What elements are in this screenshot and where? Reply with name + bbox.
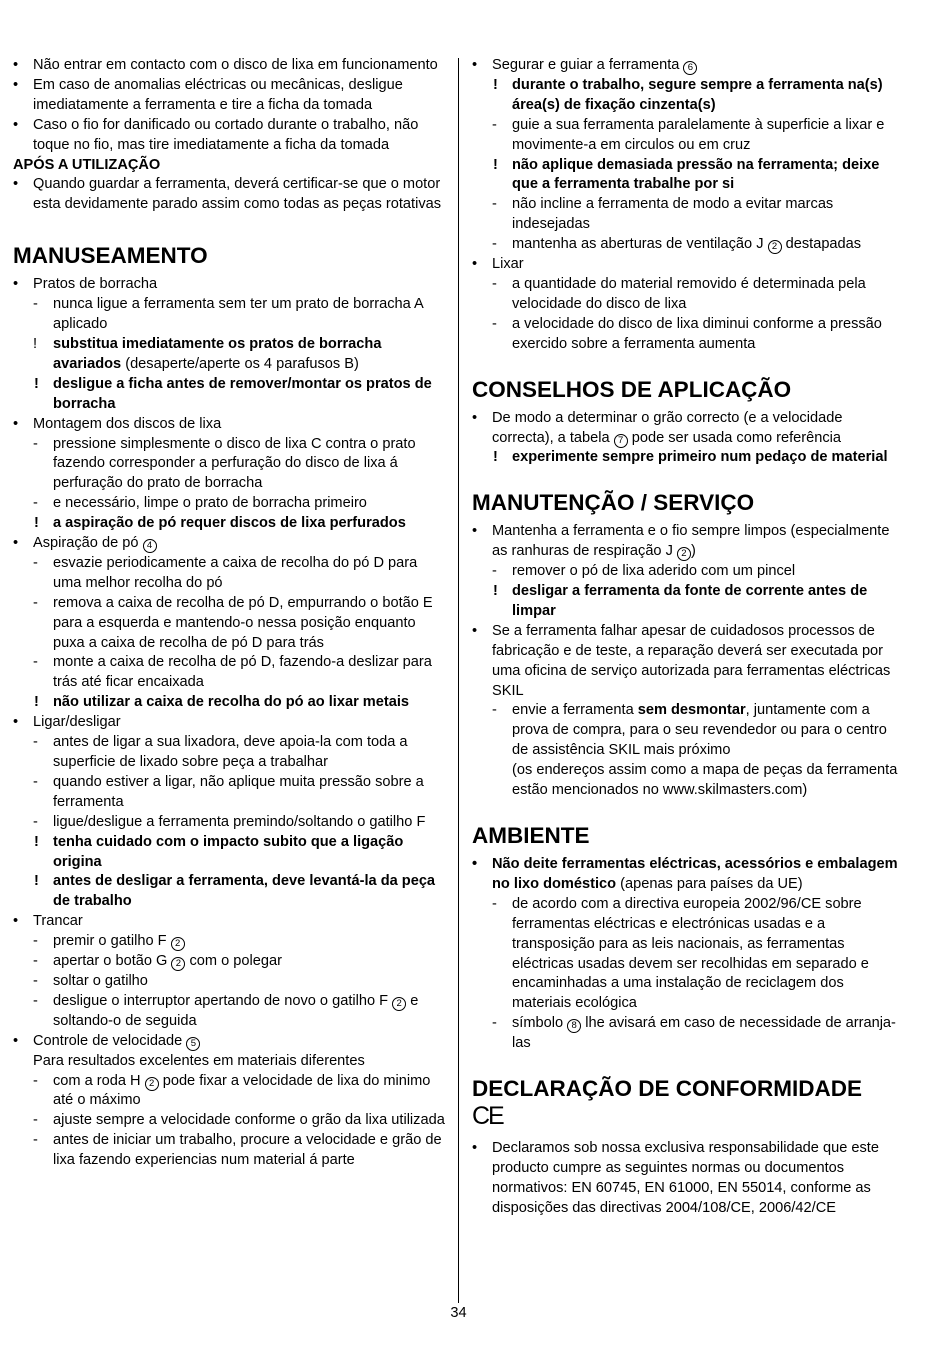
sub-item: - e necessário, limpe o prato de borracha primeiro [33, 495, 367, 512]
section-title-declaracao: DECLARAÇÃO DE CONFORMIDADE [472, 1076, 862, 1102]
list-item: • Não deite ferramentas eléctricas, acessórios e embalagem no lixo doméstico (apenas para países da UE) [472, 856, 898, 892]
ce-mark-icon: CE [472, 1102, 503, 1131]
sub-item: - desligue o interruptor apertando de novo o gatilho F 2 e soltando-o de seguida [33, 992, 419, 1029]
warning-item: ! não aplique demasiada pressão na ferramenta; deixe que a ferramenta trabalhe por si [493, 156, 880, 193]
list-item: • Controle de velocidade 5 [13, 1032, 447, 1052]
list-item: • Montagem dos discos de lixa [13, 415, 222, 432]
sub-item: - a quantidade do material removido é determinada pela velocidade do disco de lixa [492, 275, 866, 312]
sub-item: - remova a caixa de recolha de pó D, empurrando o botão E para a esquerda e mantendo-o nessa posição enquanto puxa a caixa de recolha de pó D para trás [33, 594, 433, 651]
figure-ref: 6 [683, 61, 697, 75]
figure-ref: 4 [143, 539, 157, 553]
list-item: • Trancar [13, 913, 83, 930]
section-title-ambiente: AMBIENTE [472, 823, 590, 848]
sub-item: - ligue/desligue a ferramenta premindo/soltando o gatilho F [33, 813, 426, 830]
figure-ref: 2 [677, 547, 691, 561]
figure-ref: 8 [567, 1019, 581, 1033]
warning-item: ! desligue a ficha antes de remover/montar os pratos de borracha [34, 375, 432, 412]
warning-item: ! desligar a ferramenta da fonte de corrente antes de limpar [493, 583, 868, 619]
column-divider [458, 58, 459, 1303]
warning-item: ! antes de desligar a ferramenta, deve levantá-la da peça de trabalho [34, 873, 436, 910]
list-item: • Em caso de anomalias eléctricas ou mecânicas, desligue imediatamente a ferramenta e tire a ficha da tomada [13, 76, 403, 113]
sub-item: - a velocidade do disco de lixa diminui conforme a pressão exercido sobre a ferramenta aumenta [492, 315, 882, 352]
section-title-manutencao: MANUTENÇÃO / SERVIÇO [472, 490, 755, 516]
left-column [13, 56, 447, 1171]
figure-ref: 2 [768, 240, 782, 254]
sub-item: - ajuste sempre a velocidade conforme o grão da lixa utilizada [33, 1112, 445, 1129]
right-column [472, 56, 906, 1219]
sub-item: - monte a caixa de recolha de pó D, fazendo-a deslizar para trás até ficar encaixada [33, 654, 432, 691]
list-item: • Mantenha a ferramenta e o fio sempre limpos (especialmente as ranhuras de respiração J 2 ) [472, 523, 890, 560]
warning-item: ! experimente sempre primeiro num pedaço de material [493, 449, 888, 466]
sub-item: - nunca ligue a ferramenta sem ter um prato de borracha A aplicado [33, 296, 423, 333]
warning-item: ! tenha cuidado com o impacto subito que a ligação origina [34, 833, 404, 870]
sub-item: - quando estiver a ligar, não aplique muita pressão sobre a ferramenta [33, 773, 424, 810]
sub-item: - soltar o gatilho [33, 972, 148, 989]
sub-item: - guie a sua ferramenta paralelamente à superficie a lixar e movimente-a em circulos ou em cruz [492, 116, 885, 153]
warning-item: ! não utilizar a caixa de recolha do pó ao lixar metais [34, 694, 410, 711]
figure-ref: 2 [171, 937, 185, 951]
warning-item: ! substitua imediatamente os pratos de borracha avariados (desaperte/aperte os 4 parafusos B) [33, 335, 382, 372]
list-item: • Segurar e guiar a ferramenta 6 [472, 56, 906, 76]
list-item: • Não entrar em contacto com o disco de lixa em funcionamento [13, 57, 438, 73]
list-item: • Pratos de borracha [13, 276, 158, 293]
subheading-apos: APÓS A UTILIZAÇÃO [13, 156, 161, 173]
sub-item: - símbolo 8 lhe avisará em caso de necessidade de arranja-las [492, 1015, 896, 1052]
sub-item: - premir o gatilho F 2 [13, 932, 447, 952]
sub-item: - de acordo com a directiva europeia 2002/96/CE sobre ferramentas eléctricas e electrónicas usadas e a transposição para as leis nacionais, as ferramentas eléctricas usadas devem ser recolhidas em separado e encaminhadas a uma instalação de reciclagem dos materiais ecológica [492, 895, 869, 1012]
warning-item: ! a aspiração de pó requer discos de lixa perfurados [34, 515, 406, 532]
sub-item: - não incline a ferramenta de modo a evitar marcas indesejadas [492, 196, 834, 233]
figure-ref: 2 [145, 1077, 159, 1091]
figure-ref: 5 [186, 1037, 200, 1051]
sub-item: - com a roda H 2 pode fixar a velocidade de lixa do minimo até o máximo [33, 1072, 431, 1109]
sub-item: - remover o pó de lixa aderido com um pincel [492, 563, 796, 580]
sub-item: - esvazie periodicamente a caixa de recolha do pó D para uma melhor recolha do pó [33, 554, 418, 591]
page-number: 34 [450, 1305, 467, 1321]
paragraph: Para resultados excelentes em materiais diferentes [33, 1052, 365, 1069]
list-item: • Quando guardar a ferramenta, deverá certificar-se que o motor esta devidamente parado assim como todas as peças rotativas [13, 176, 442, 213]
section-title-conselhos: CONSELHOS DE APLICAÇÃO [472, 376, 792, 402]
figure-ref: 2 [171, 957, 185, 971]
figure-ref: 2 [392, 997, 406, 1011]
list-item: • Aspiração de pó 4 [13, 534, 447, 554]
list-item: • Se a ferramenta falhar apesar de cuidadosos processos de fabricação e de teste, a reparação deverá ser executada por uma oficina de serviço autorizada para ferramentas eléctricas SKIL [472, 622, 891, 699]
warning-item: ! durante o trabalho, segure sempre a ferramenta na(s) área(s) de fixação cinzenta(s) [493, 76, 883, 113]
sub-item: - antes de iniciar um trabalho, procure a velocidade e grão de lixa fazendo experiencias num material á parte [33, 1132, 442, 1169]
list-item: • De modo a determinar o grão correcto (e a velocidade correcta), a tabela 7 pode ser usada como referência [472, 409, 843, 446]
sub-item: - envie a ferramenta sem desmontar, juntamente com a prova de compra, para o seu revendedor ou para o centro de assistência SKIL mais próximo (os endereços assim como a mapa de peças da ferramenta estão mencionados no www.skilmasters.com) [492, 702, 898, 799]
list-item: • Caso o fio for danificado ou cortado durante o trabalho, não toque no fio, mas tire imediatamente a ficha da tomada [13, 116, 419, 153]
sub-item: - apertar o botão G 2 com o polegar [33, 953, 282, 970]
list-item: • Lixar [472, 256, 524, 273]
list-item: • Declaramos sob nossa exclusiva responsabilidade que este producto cumpre as seguintes normas ou documentos normativos: EN 60745, EN 61000, EN 55014, conforme as disposições das directivas 2004/108/CE, 2006/42/CE [472, 1140, 879, 1216]
figure-ref: 7 [614, 434, 628, 448]
sub-item: - pressione simplesmente o disco de lixa C contra o prato fazendo corresponder a perfuração do disco de lixa á perfuração do prato de borracha [33, 435, 416, 492]
sub-item: - antes de ligar a sua lixadora, deve apoia-la com toda a superficie de lixado sobre peça a trabalhar [33, 734, 408, 770]
list-item: • Ligar/desligar [13, 714, 121, 731]
sub-item: - mantenha as aberturas de ventilação J 2 destapadas [492, 236, 862, 253]
section-title-manuseamento: MANUSEAMENTO [13, 243, 208, 269]
